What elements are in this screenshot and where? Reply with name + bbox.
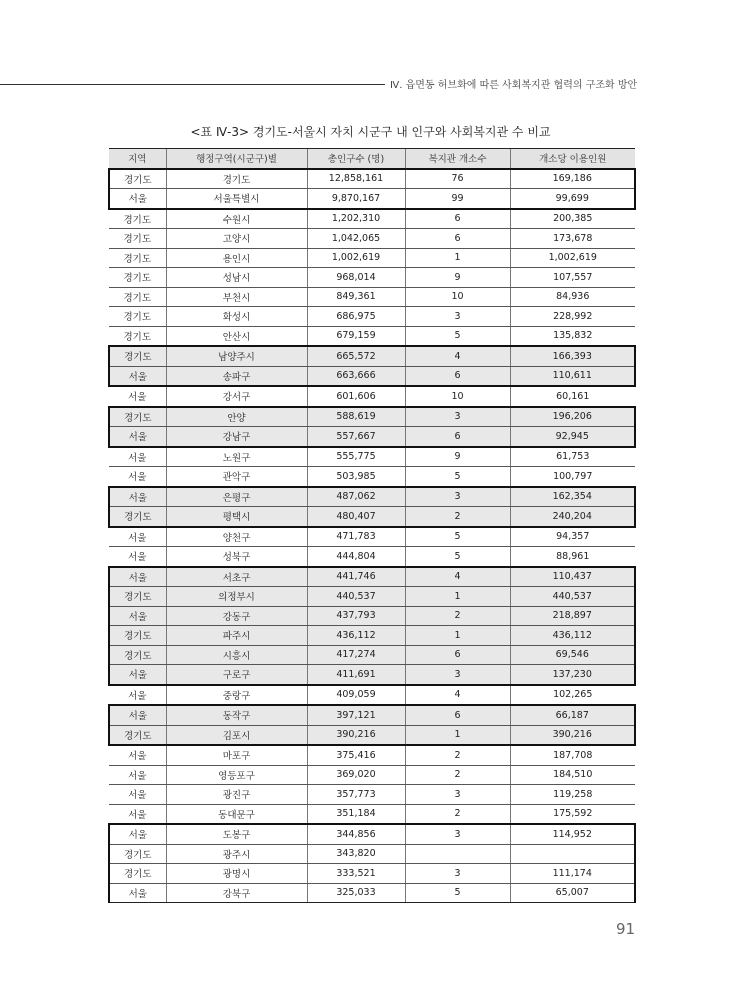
cell-centers: 3	[405, 307, 510, 327]
table-row	[109, 844, 635, 864]
cell-region: 서울	[109, 487, 166, 507]
table-row	[109, 287, 635, 307]
cell-population: 436,112	[307, 626, 405, 646]
cell-district: 중랑구	[166, 685, 307, 706]
table-row	[109, 864, 635, 884]
cell-per-center: 107,557	[510, 268, 635, 288]
cell-population: 849,361	[307, 287, 405, 307]
cell-population: 441,746	[307, 567, 405, 587]
cell-region: 경기도	[109, 326, 166, 346]
cell-population: 601,606	[307, 386, 405, 407]
cell-centers: 5	[405, 527, 510, 547]
cell-per-center: 218,897	[510, 606, 635, 626]
cell-centers: 10	[405, 386, 510, 407]
cell-population: 663,666	[307, 366, 405, 386]
table-row	[109, 606, 635, 626]
cell-population: 409,059	[307, 685, 405, 706]
cell-population: 444,804	[307, 547, 405, 567]
cell-region: 서울	[109, 785, 166, 805]
cell-centers: 4	[405, 346, 510, 366]
cell-per-center: 137,230	[510, 665, 635, 685]
cell-region: 경기도	[109, 287, 166, 307]
cell-region: 서울	[109, 386, 166, 407]
cell-per-center: 69,546	[510, 645, 635, 665]
cell-centers: 3	[405, 407, 510, 427]
cell-district: 평택시	[166, 507, 307, 527]
table-row	[109, 467, 635, 487]
cell-per-center: 200,385	[510, 209, 635, 229]
cell-population: 437,793	[307, 606, 405, 626]
cell-region: 경기도	[109, 268, 166, 288]
cell-centers: 5	[405, 547, 510, 567]
cell-centers: 99	[405, 189, 510, 209]
cell-per-center: 92,945	[510, 427, 635, 447]
cell-centers: 6	[405, 229, 510, 249]
cell-district: 광명시	[166, 864, 307, 884]
table-row	[109, 883, 635, 903]
cell-population: 344,856	[307, 824, 405, 844]
cell-centers: 4	[405, 685, 510, 706]
cell-district: 시흥시	[166, 645, 307, 665]
cell-region: 경기도	[109, 864, 166, 884]
table-row	[109, 587, 635, 607]
cell-region: 경기도	[109, 626, 166, 646]
cell-district: 마포구	[166, 745, 307, 765]
cell-per-center: 84,936	[510, 287, 635, 307]
cell-per-center: 114,952	[510, 824, 635, 844]
cell-centers: 6	[405, 645, 510, 665]
cell-region: 서울	[109, 665, 166, 685]
cell-region: 경기도	[109, 229, 166, 249]
cell-per-center: 440,537	[510, 587, 635, 607]
cell-per-center: 436,112	[510, 626, 635, 646]
cell-per-center: 88,961	[510, 547, 635, 567]
table-row	[109, 209, 635, 229]
table-header-row	[109, 149, 635, 169]
cell-per-center: 173,678	[510, 229, 635, 249]
cell-region: 서울	[109, 745, 166, 765]
cell-district: 파주시	[166, 626, 307, 646]
cell-population: 397,121	[307, 705, 405, 725]
cell-population: 686,975	[307, 307, 405, 327]
table-row	[109, 507, 635, 527]
table-row	[109, 307, 635, 327]
cell-centers: 3	[405, 665, 510, 685]
cell-region: 서울	[109, 366, 166, 386]
cell-centers: 2	[405, 606, 510, 626]
cell-centers: 3	[405, 864, 510, 884]
cell-district: 서초구	[166, 567, 307, 587]
cell-region: 경기도	[109, 407, 166, 427]
table-body	[109, 169, 635, 903]
table-row	[109, 487, 635, 507]
cell-centers: 3	[405, 487, 510, 507]
cell-district: 광진구	[166, 785, 307, 805]
cell-region: 경기도	[109, 507, 166, 527]
page-number: 91	[616, 920, 636, 938]
cell-centers: 5	[405, 467, 510, 487]
col-header-population: 총인구수 (명)	[307, 149, 405, 169]
table-row	[109, 268, 635, 288]
cell-per-center: 166,393	[510, 346, 635, 366]
cell-region: 서울	[109, 824, 166, 844]
header-rule	[0, 84, 385, 85]
cell-region: 서울	[109, 567, 166, 587]
cell-population: 1,042,065	[307, 229, 405, 249]
table-row	[109, 665, 635, 685]
cell-centers: 2	[405, 745, 510, 765]
cell-per-center: 111,174	[510, 864, 635, 884]
table-row	[109, 567, 635, 587]
cell-per-center: 175,592	[510, 804, 635, 824]
cell-district: 성북구	[166, 547, 307, 567]
cell-region: 서울	[109, 547, 166, 567]
cell-per-center: 196,206	[510, 407, 635, 427]
cell-centers: 2	[405, 804, 510, 824]
cell-per-center: 184,510	[510, 765, 635, 785]
cell-region: 서울	[109, 765, 166, 785]
cell-centers: 9	[405, 268, 510, 288]
cell-per-center: 187,708	[510, 745, 635, 765]
cell-region: 경기도	[109, 307, 166, 327]
cell-district: 강서구	[166, 386, 307, 407]
cell-centers: 6	[405, 209, 510, 229]
cell-district: 남양주시	[166, 346, 307, 366]
cell-district: 영등포구	[166, 765, 307, 785]
table-row	[109, 725, 635, 745]
cell-district: 의정부시	[166, 587, 307, 607]
cell-population: 357,773	[307, 785, 405, 805]
cell-district: 송파구	[166, 366, 307, 386]
cell-district: 성남시	[166, 268, 307, 288]
cell-population: 588,619	[307, 407, 405, 427]
population-welfare-table	[108, 148, 636, 903]
col-header-per-center: 개소당 이용인원	[510, 149, 635, 169]
table-row	[109, 447, 635, 467]
cell-population: 1,202,310	[307, 209, 405, 229]
cell-per-center: 1,002,619	[510, 248, 635, 268]
cell-per-center: 390,216	[510, 725, 635, 745]
cell-region: 경기도	[109, 209, 166, 229]
cell-region: 경기도	[109, 725, 166, 745]
table-row	[109, 824, 635, 844]
cell-district: 용인시	[166, 248, 307, 268]
cell-population: 1,002,619	[307, 248, 405, 268]
table-row	[109, 804, 635, 824]
cell-per-center: 162,354	[510, 487, 635, 507]
cell-region: 경기도	[109, 169, 166, 189]
cell-region: 서울	[109, 467, 166, 487]
cell-region: 서울	[109, 685, 166, 706]
cell-district: 강남구	[166, 427, 307, 447]
cell-district: 동작구	[166, 705, 307, 725]
cell-centers: 9	[405, 447, 510, 467]
table-row	[109, 626, 635, 646]
cell-district: 부천시	[166, 287, 307, 307]
cell-district: 강북구	[166, 883, 307, 903]
cell-district: 강동구	[166, 606, 307, 626]
cell-per-center: 119,258	[510, 785, 635, 805]
cell-district: 양천구	[166, 527, 307, 547]
table-row	[109, 645, 635, 665]
cell-per-center: 102,265	[510, 685, 635, 706]
table-row	[109, 346, 635, 366]
table-row	[109, 427, 635, 447]
cell-centers: 1	[405, 248, 510, 268]
cell-district: 관악구	[166, 467, 307, 487]
table-row	[109, 169, 635, 189]
cell-population: 343,820	[307, 844, 405, 864]
cell-per-center: 240,204	[510, 507, 635, 527]
cell-population: 471,783	[307, 527, 405, 547]
table-row	[109, 326, 635, 346]
cell-district: 동대문구	[166, 804, 307, 824]
cell-population: 333,521	[307, 864, 405, 884]
cell-district: 은평구	[166, 487, 307, 507]
cell-region: 경기도	[109, 645, 166, 665]
cell-region: 서울	[109, 883, 166, 903]
cell-district: 김포시	[166, 725, 307, 745]
cell-centers: 6	[405, 366, 510, 386]
cell-population: 487,062	[307, 487, 405, 507]
table-row	[109, 705, 635, 725]
cell-centers: 6	[405, 427, 510, 447]
cell-population: 411,691	[307, 665, 405, 685]
cell-centers: 76	[405, 169, 510, 189]
col-header-centers: 복지관 개소수	[405, 149, 510, 169]
cell-region: 서울	[109, 804, 166, 824]
cell-centers: 3	[405, 824, 510, 844]
cell-region: 경기도	[109, 346, 166, 366]
cell-centers: 2	[405, 507, 510, 527]
cell-region: 경기도	[109, 587, 166, 607]
cell-per-center: 135,832	[510, 326, 635, 346]
cell-region: 경기도	[109, 248, 166, 268]
cell-region: 서울	[109, 427, 166, 447]
table-row	[109, 386, 635, 407]
cell-centers: 6	[405, 705, 510, 725]
cell-centers: 4	[405, 567, 510, 587]
cell-district: 서울특별시	[166, 189, 307, 209]
cell-population: 503,985	[307, 467, 405, 487]
table-row	[109, 366, 635, 386]
cell-per-center: 65,007	[510, 883, 635, 903]
table-row	[109, 745, 635, 765]
cell-district: 화성시	[166, 307, 307, 327]
cell-population: 557,667	[307, 427, 405, 447]
cell-district: 광주시	[166, 844, 307, 864]
cell-district: 안양	[166, 407, 307, 427]
cell-population: 417,274	[307, 645, 405, 665]
cell-district: 고양시	[166, 229, 307, 249]
section-header: Ⅳ. 읍면동 허브화에 따른 사회복지관 협력의 구조화 방안	[390, 80, 638, 91]
cell-centers: 1	[405, 587, 510, 607]
cell-centers: 5	[405, 326, 510, 346]
cell-per-center: 110,437	[510, 567, 635, 587]
table-row	[109, 189, 635, 209]
cell-per-center: 94,357	[510, 527, 635, 547]
cell-per-center: 66,187	[510, 705, 635, 725]
cell-district: 수원시	[166, 209, 307, 229]
col-header-region: 지역	[109, 149, 166, 169]
col-header-district: 행정구역(시군구)별	[166, 149, 307, 169]
cell-population: 12,858,161	[307, 169, 405, 189]
table-row	[109, 407, 635, 427]
cell-region: 서울	[109, 705, 166, 725]
cell-per-center	[510, 844, 635, 864]
cell-district: 구로구	[166, 665, 307, 685]
cell-region: 서울	[109, 606, 166, 626]
cell-centers: 10	[405, 287, 510, 307]
cell-region: 서울	[109, 189, 166, 209]
table-row	[109, 685, 635, 706]
cell-per-center: 100,797	[510, 467, 635, 487]
table-row	[109, 765, 635, 785]
cell-population: 480,407	[307, 507, 405, 527]
cell-population: 665,572	[307, 346, 405, 366]
cell-centers: 1	[405, 725, 510, 745]
cell-population: 679,159	[307, 326, 405, 346]
cell-population: 9,870,167	[307, 189, 405, 209]
cell-per-center: 228,992	[510, 307, 635, 327]
cell-population: 440,537	[307, 587, 405, 607]
cell-region: 서울	[109, 527, 166, 547]
cell-centers	[405, 844, 510, 864]
cell-region: 경기도	[109, 844, 166, 864]
cell-per-center: 169,186	[510, 169, 635, 189]
cell-centers: 5	[405, 883, 510, 903]
cell-district: 경기도	[166, 169, 307, 189]
table-row	[109, 527, 635, 547]
cell-centers: 2	[405, 765, 510, 785]
cell-population: 390,216	[307, 725, 405, 745]
cell-district: 노원구	[166, 447, 307, 467]
table-row	[109, 229, 635, 249]
cell-population: 555,775	[307, 447, 405, 467]
table-row	[109, 547, 635, 567]
table-row	[109, 248, 635, 268]
cell-region: 서울	[109, 447, 166, 467]
cell-per-center: 99,699	[510, 189, 635, 209]
cell-population: 375,416	[307, 745, 405, 765]
cell-centers: 3	[405, 785, 510, 805]
cell-district: 안산시	[166, 326, 307, 346]
cell-district: 도봉구	[166, 824, 307, 844]
cell-population: 325,033	[307, 883, 405, 903]
cell-population: 369,020	[307, 765, 405, 785]
cell-per-center: 60,161	[510, 386, 635, 407]
cell-per-center: 110,611	[510, 366, 635, 386]
cell-population: 351,184	[307, 804, 405, 824]
table-caption: <표 Ⅳ-3> 경기도-서울시 자치 시군구 내 인구와 사회복지관 수 비교	[190, 125, 551, 139]
table-row	[109, 785, 635, 805]
cell-centers: 1	[405, 626, 510, 646]
cell-per-center: 61,753	[510, 447, 635, 467]
cell-population: 968,014	[307, 268, 405, 288]
